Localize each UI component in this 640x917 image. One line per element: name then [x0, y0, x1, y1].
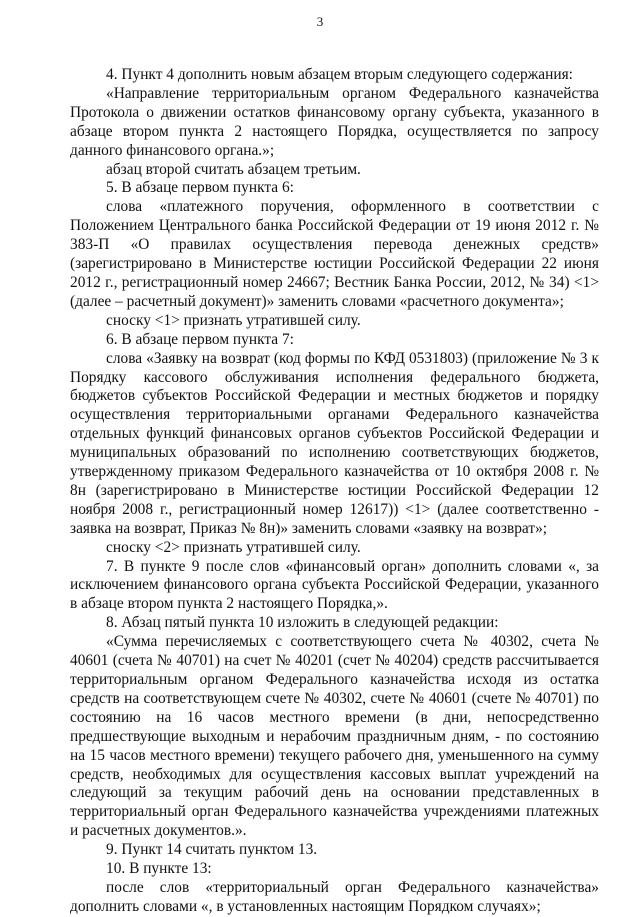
paragraph-item-10: 10. В пункте 13: — [106, 860, 212, 878]
paragraph-item-8: 8. Абзац пятый пункта 10 изложить в следующей редакции: — [106, 614, 499, 632]
paragraph-item-6: 6. В абзаце первом пункта 7: — [106, 330, 294, 348]
paragraph-snoska-1: сноску <1> признать утратившей силу. — [106, 311, 361, 329]
paragraph-words-zayavku: слова «Заявку на возврат (код формы по КФД 0531803) (приложение № 3 к Порядку кассового обслуживания исполнения федерального бюджета, бюджетов субъектов Российской Федерации и местных бюджетов и порядку осуществления территориальными органами Федерального казначейства отдельных функций финансовых органов субъектов Российской Федерации и муниципальных образований по исполнению соответствующих бюджетов, утвержденному приказом Федерального казначейства от 10 октября 2008 г. № 8н (зарегистрировано в Министерстве юстиции Российской Федерации 12 ноября 2008 г., регистрационный номер 12617)) <1> (далее соответственно - заявка на возврат, Приказ № 8н)» заменить словами «заявку на возврат»; — [70, 349, 599, 537]
paragraph-item-7: 7. В пункте 9 после слов «финансовый орган» дополнить словами «, за исключением финансового органа субъекта Российской Федерации, указанного в абзаце втором пункта 2 настоящего Порядка,». — [70, 557, 599, 613]
paragraph-posle-slov: после слов «территориальный орган Федерального казначейства» дополнить словами «, в установленных настоящим Порядком случаях»; — [70, 878, 599, 915]
paragraph-item-4: 4. Пункт 4 дополнить новым абзацем вторым следующего содержания: — [106, 66, 573, 83]
paragraph-summa: «Сумма перечисляемых с соответствующего счета № 40302, счета № 40601 (счета № 40701) на счет № 40201 (счет № 40204) средств рассчитывается территориальным органом Федерального казначейства исходя из остатка средств на соответствующем счете № 40302, счете № 40601 (счете № 40701) по состоянию на 16 часов местного времени (в дни, непосредственно предшествующие выходным и нерабочим праздничным дням, - по состоянию на 15 часов местного времени) текущего рабочего дня, уменьшенного на сумму средств, необходимых для осуществления кассовых выплат учреждений на следующий за текущим рабочий день на основании представленных в территориальный орган Федерального казначейства учреждениями платежных и расчетных документов.». — [70, 633, 599, 840]
paragraph-item-5: 5. В абзаце первом пункта 6: — [106, 179, 294, 197]
paragraph-abzats-vtoroy: абзац второй считать абзацем третьим. — [106, 160, 361, 178]
page-number: 3 — [316, 14, 324, 29]
document-body — [70, 66, 599, 917]
paragraph-item-9: 9. Пункт 14 считать пунктом 13. — [106, 841, 318, 859]
paragraph-snoska-2: сноску <2> признать утратившей силу. — [106, 538, 361, 556]
paragraph-words-platezhnogo: слова «платежного поручения, оформленного в соответствии с Положением Центрального банка Российской Федерации от 19 июня 2012 г. № 383-П «О правилах осуществления перевода денежных средств» (зарегистрировано в Министерстве юстиции Российской Федерации 22 июня 2012 г., регистрационный номер 24667; Вестник Банка России, 2012, № 34) <1> (далее – расчетный документ)» заменить словами «расчетного документа»; — [70, 198, 599, 310]
paragraph-new-abzats: «Направление территориальным органом Федерального казначейства Протокола о движении остатков финансовому органу субъекта, указанного в абзаце втором пункта 2 настоящего Порядка, осуществляется по запросу данного финансового органа.»; — [70, 84, 599, 159]
